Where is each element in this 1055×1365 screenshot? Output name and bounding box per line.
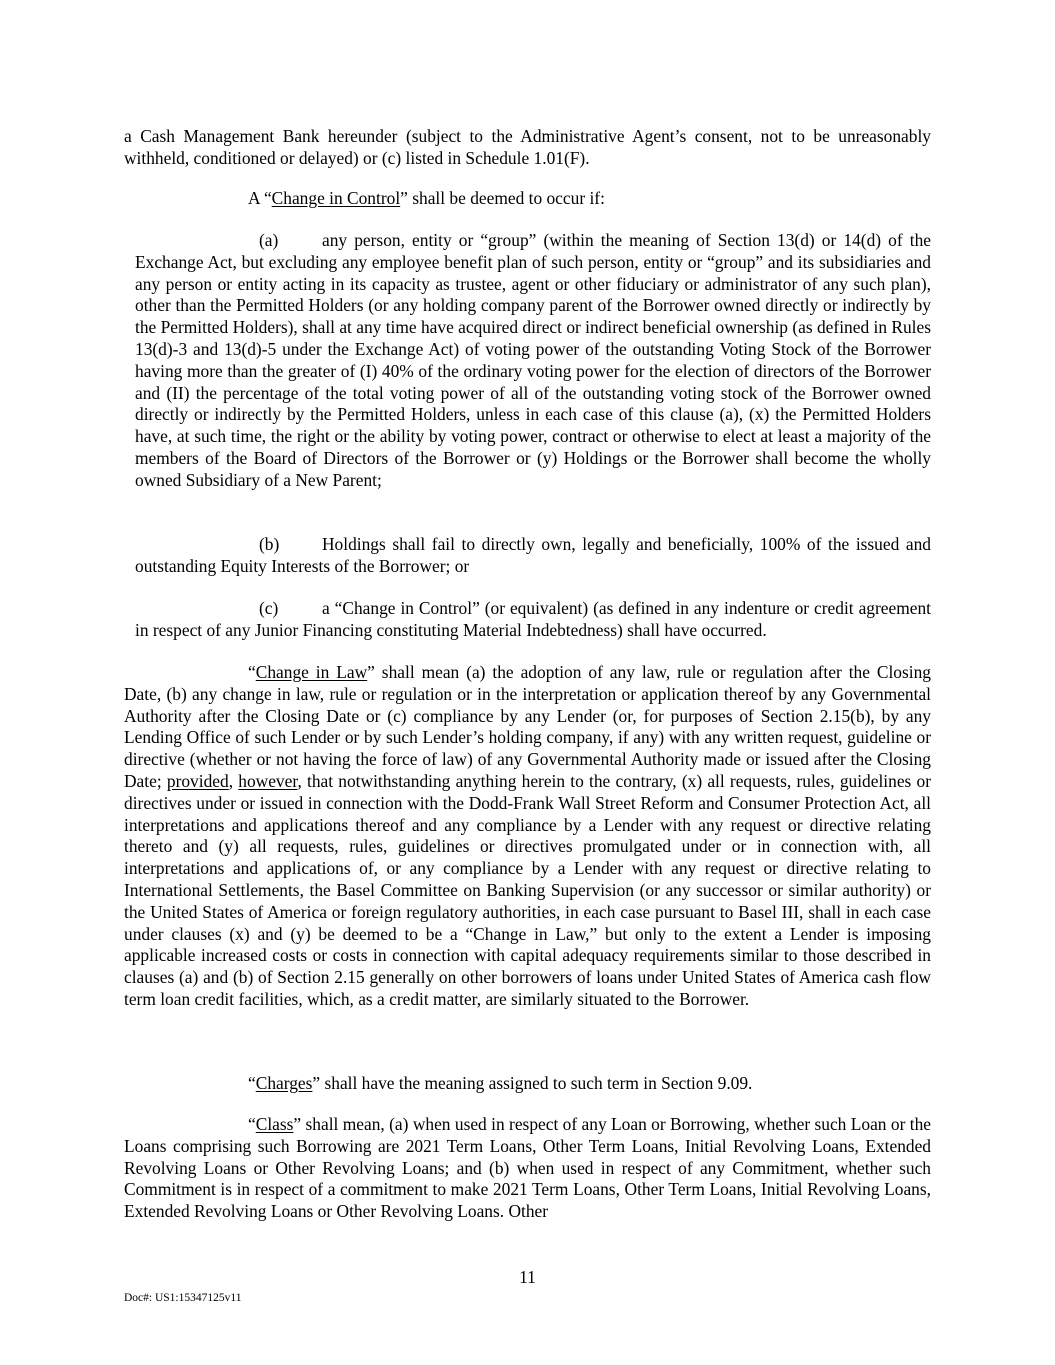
- cil-open-quote: “: [248, 662, 256, 682]
- cic-item-text: Holdings shall fail to directly own, legally and beneficially, 100% of the issued and outstanding Equity Interests of the Borrower; or: [135, 534, 931, 576]
- cic-item-label: (c): [259, 598, 279, 618]
- charges-text: ” shall have the meaning assigned to such term in Section 9.09.: [312, 1073, 753, 1093]
- class-term: Class: [255, 1114, 294, 1134]
- cic-item-label: (a): [259, 230, 279, 250]
- class-paragraph: [124, 1114, 931, 1223]
- charges-term: Charges: [255, 1073, 313, 1093]
- cic-term: Change in Control: [271, 188, 401, 208]
- continuation-text: a Cash Management Bank hereunder (subject to the Administrative Agent’s consent, not to be unreasonably withheld, conditioned or delayed) or (c) listed in Schedule 1.01(F).: [124, 126, 931, 168]
- cic-item-b: [124, 534, 931, 578]
- cil-term: Change in Law: [255, 662, 368, 682]
- change-in-control-heading: [124, 188, 931, 210]
- class-text: ” shall mean, (a) when used in respect of any Loan or Borrowing, whether such Loan or the Loans comprising such Borrowing are 2021 Term Loans, Other Term Loans, Initial Revolving Loans, Extended Revolving Loans or Other Revolving Loans; and (b) when used in respect of any Commitment, whether such Commitment is in respect of a commitment to make 2021 Term Loans, Other Term Loans, Initial Revolving Loans, Extended Revolving Loans or Other Revolving Loans. Other: [124, 1114, 931, 1222]
- cic-lead-open: A “: [248, 188, 272, 208]
- cil-text-part1: ” shall mean (a) the adoption of any law, rule or regulation after the Closing Date, (b) any change in law, rule or regulation or in the interpretation or application thereof by any Governmental Authority after the Closing Date or (c) compliance by any Lender (or, for purposes of Section 2.15(b), by any Lending Office of such Lender or by such Lender’s holding company, if any) with any written request, guideline or directive (whether or not having the force of law) of any Governmental Authority made or issued after the Closing Date;: [124, 662, 931, 791]
- charges-paragraph: [124, 1073, 931, 1095]
- cic-item-a: [124, 230, 931, 492]
- class-open-quote: “: [248, 1114, 256, 1134]
- cil-text-part2: , that notwithstanding anything herein to the contrary, (x) all requests, rules, guidelines or directives under or issued in connection with the Dodd-Frank Wall Street Reform and Consumer Protection Act, all interpretations and applications thereof and any compliance by a Lender with any request or directive relating thereto and (y) all requests, rules, guidelines or directives promulgated under or in connection with, all interpretations and applications of, or any compliance by a Lender with any request or directive relating to International Settlements, the Basel Committee on Banking Supervision (or any successor or similar authority) or the United States of America or foreign regulatory authorities, in each case pursuant to Basel III, shall in each case under clauses (x) and (y) be deemed to be a “Change in Law,” but only to the extent a Lender is imposing applicable increased costs or costs in connection with capital adequacy requirements similar to those described in clauses (a) and (b) of Section 2.15 generally on other borrowers of loans under United States of America cash flow term loan credit facilities, which, as a credit matter, are similarly situated to the Borrower.: [124, 770, 931, 1009]
- cil-provided: provided: [166, 770, 229, 791]
- page-number: 11: [519, 1267, 536, 1287]
- cic-item-label: (b): [259, 534, 280, 554]
- document-id: Doc#: US1:15347125v11: [124, 1292, 242, 1304]
- cil-however: however: [238, 770, 298, 791]
- cic-lead-close: ” shall be deemed to occur if:: [400, 188, 605, 208]
- change-in-law-paragraph: [124, 662, 931, 1011]
- cic-item-text: a “Change in Control” (or equivalent) (as defined in any indenture or credit agreement in respect of any Junior Financing constituting Material Indebtedness) shall have occurred.: [135, 598, 931, 640]
- charges-open-quote: “: [248, 1073, 256, 1093]
- continuation-paragraph: [124, 126, 931, 170]
- cic-item-c: [124, 598, 931, 642]
- cic-item-text: any person, entity or “group” (within the meaning of Section 13(d) or 14(d) of the Exchange Act, but excluding any employee benefit plan of such person, entity or “group” and its subsidiaries and any person or entity acting in its capacity as trustee, agent or other fiduciary or administrator of any such plan), other than the Permitted Holders (or any holding company parent of the Borrower owned directly or indirectly by the Permitted Holders), shall at any time have acquired direct or indirect beneficial ownership (as defined in Rules 13(d)-3 and 13(d)-5 under the Exchange Act) of voting power of the outstanding Voting Stock of the Borrower having more than the greater of (I) 40% of the ordinary voting power for the election of directors of the Borrower and (II) the percentage of the total voting power of all of the outstanding voting stock of the Borrower owned directly or indirectly by the Permitted Holders, unless in each case of this clause (a), (x) the Permitted Holders have, at such time, the right or the ability by voting power, contract or otherwise to elect at least a majority of the members of the Board of Directors of the Borrower or (y) Holdings or the Borrower shall become the wholly owned Subsidiary of a New Parent;: [135, 230, 931, 490]
- cil-comma: ,: [228, 770, 239, 791]
